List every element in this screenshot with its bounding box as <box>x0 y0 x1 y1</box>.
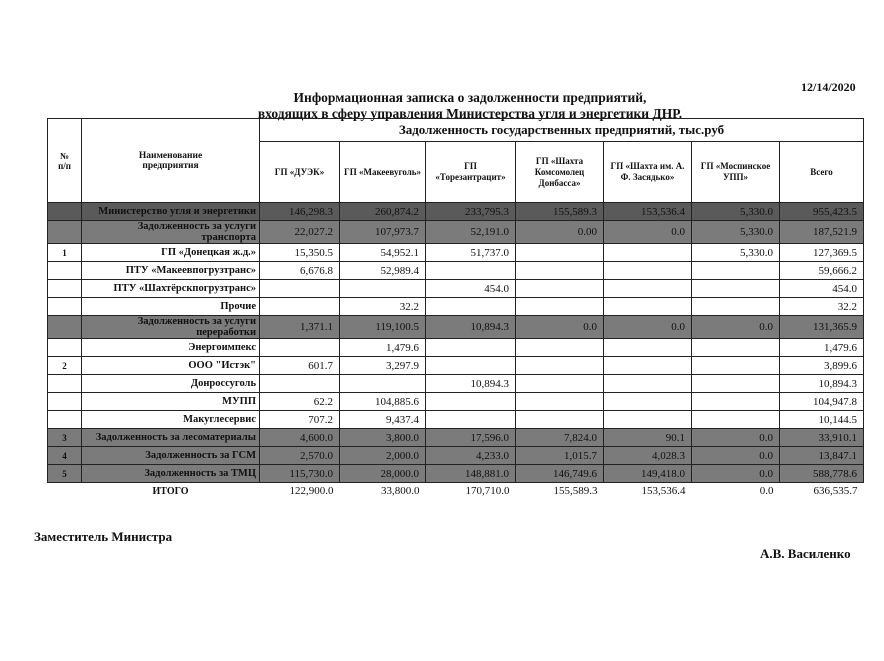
table-cell: 1,479.6 <box>340 339 426 357</box>
table-cell <box>604 298 692 316</box>
table-cell: 52,191.0 <box>426 221 516 244</box>
row-number: 1 <box>48 244 82 262</box>
table-cell <box>260 280 340 298</box>
table-cell <box>516 244 604 262</box>
table-cell <box>604 262 692 280</box>
table-cell: 5,330.0 <box>692 244 780 262</box>
table-cell <box>604 411 692 429</box>
table-cell: 187,521.9 <box>780 221 864 244</box>
table-cell <box>692 262 780 280</box>
column-header: ГП «Макеевуголь» <box>340 142 426 203</box>
column-header: ГП «ДУЭК» <box>260 142 340 203</box>
row-number <box>48 221 82 244</box>
col-number-header: № п/п <box>48 119 82 203</box>
table-cell: 10,894.3 <box>426 316 516 339</box>
table-cell <box>692 298 780 316</box>
table-row <box>48 244 864 262</box>
row-number <box>48 262 82 280</box>
totals-row <box>48 483 864 500</box>
row-name: Прочие <box>82 298 260 316</box>
table-cell: 149,418.0 <box>604 465 692 483</box>
table-row <box>48 298 864 316</box>
table-cell: 1,479.6 <box>780 339 864 357</box>
table-cell: 17,596.0 <box>426 429 516 447</box>
table-cell: 4,600.0 <box>260 429 340 447</box>
table-cell: 0.0 <box>604 221 692 244</box>
table-cell: 0.0 <box>516 316 604 339</box>
table-cell: 54,952.1 <box>340 244 426 262</box>
table-cell: 146,749.6 <box>516 465 604 483</box>
table-cell: 9,437.4 <box>340 411 426 429</box>
col-name-header: Наименование предприятия <box>82 119 260 203</box>
table-cell: 3,899.6 <box>780 357 864 375</box>
table-cell: 32.2 <box>780 298 864 316</box>
table-cell <box>692 357 780 375</box>
column-header: ГП «Торезантрацит» <box>426 142 516 203</box>
row-number <box>48 375 82 393</box>
table-cell: 13,847.1 <box>780 447 864 465</box>
table-cell <box>426 393 516 411</box>
table-cell <box>340 375 426 393</box>
table-cell: 233,795.3 <box>426 203 516 221</box>
table-cell: 59,666.2 <box>780 262 864 280</box>
table-cell: 32.2 <box>340 298 426 316</box>
total-cell: 33,800.0 <box>381 485 420 497</box>
row-number: 3 <box>48 429 82 447</box>
table-cell: 3,297.9 <box>340 357 426 375</box>
row-name: Задолженность за ГСМ <box>82 447 260 465</box>
total-cell: 153,536.4 <box>641 485 686 497</box>
table-cell: 454.0 <box>780 280 864 298</box>
table-row <box>48 465 864 483</box>
total-cell: 0.0 <box>759 485 774 497</box>
table-cell: 2,000.0 <box>340 447 426 465</box>
row-number <box>48 203 82 221</box>
table-cell: 104,885.6 <box>340 393 426 411</box>
table-cell: 6,676.8 <box>260 262 340 280</box>
table-cell <box>604 280 692 298</box>
table-cell: 0.0 <box>692 429 780 447</box>
table-cell: 51,737.0 <box>426 244 516 262</box>
table-cell <box>426 262 516 280</box>
totals-spacer <box>48 483 82 500</box>
table-cell <box>426 339 516 357</box>
column-header: ГП «Моспинское УПП» <box>692 142 780 203</box>
table-row <box>48 221 864 244</box>
table-cell <box>516 339 604 357</box>
table-cell: 10,894.3 <box>426 375 516 393</box>
table-cell: 33,910.1 <box>780 429 864 447</box>
table-cell <box>692 393 780 411</box>
table-cell <box>604 244 692 262</box>
table-cell <box>692 280 780 298</box>
total-cell: 155,589.3 <box>553 485 598 497</box>
row-number <box>48 393 82 411</box>
table-cell <box>516 262 604 280</box>
table-cell: 153,536.4 <box>604 203 692 221</box>
row-name: МУПП <box>82 393 260 411</box>
table-cell <box>516 280 604 298</box>
table-cell <box>426 411 516 429</box>
column-header: ГП «Шахта Комсомолец Донбасса» <box>516 142 604 203</box>
table-cell: 7,824.0 <box>516 429 604 447</box>
table-cell: 0.00 <box>516 221 604 244</box>
row-name: Задолженность за услуги транспорта <box>82 221 260 244</box>
total-cell: 636,535.7 <box>813 485 858 497</box>
table-cell: 454.0 <box>426 280 516 298</box>
group-header: Задолженность государственных предприятий, тыс.руб <box>260 119 864 142</box>
table-row <box>48 411 864 429</box>
table-row <box>48 375 864 393</box>
table-cell: 601.7 <box>260 357 340 375</box>
table-cell <box>692 411 780 429</box>
table-cell <box>692 375 780 393</box>
table-cell: 62.2 <box>260 393 340 411</box>
document-title-line2: входящих в сферу управления Министерства угля и энергетики ДНР. <box>257 106 683 121</box>
table-cell <box>260 375 340 393</box>
table-cell: 588,778.6 <box>780 465 864 483</box>
table-cell: 107,973.7 <box>340 221 426 244</box>
table-cell <box>516 357 604 375</box>
row-number <box>48 298 82 316</box>
table-cell: 119,100.5 <box>340 316 426 339</box>
table-cell <box>340 280 426 298</box>
table-cell <box>604 393 692 411</box>
table-cell: 10,144.5 <box>780 411 864 429</box>
table-cell: 2,570.0 <box>260 447 340 465</box>
table-cell: 52,989.4 <box>340 262 426 280</box>
table-row <box>48 262 864 280</box>
column-header: ГП «Шахта им. А. Ф. Засядько» <box>604 142 692 203</box>
table-cell <box>604 375 692 393</box>
table-cell: 4,028.3 <box>604 447 692 465</box>
table-cell: 4,233.0 <box>426 447 516 465</box>
table-cell: 127,369.5 <box>780 244 864 262</box>
row-number <box>48 411 82 429</box>
table-cell: 22,027.2 <box>260 221 340 244</box>
table-row <box>48 429 864 447</box>
table-row <box>48 339 864 357</box>
table-cell <box>516 411 604 429</box>
document-title-line1: Информационная записка о задолженности предприятий, <box>293 90 647 105</box>
column-header: Всего <box>780 142 864 203</box>
row-name: Министерство угля и энергетики <box>82 203 260 221</box>
row-name: ГП «Донецкая ж.д.» <box>82 244 260 262</box>
table-cell <box>260 339 340 357</box>
table-cell <box>516 298 604 316</box>
table-cell: 10,894.3 <box>780 375 864 393</box>
row-number <box>48 280 82 298</box>
table-cell: 260,874.2 <box>340 203 426 221</box>
row-name: Энергоимпекс <box>82 339 260 357</box>
totals-label: ИТОГО <box>152 485 189 497</box>
table-cell <box>516 393 604 411</box>
row-number: 4 <box>48 447 82 465</box>
table-row <box>48 357 864 375</box>
row-number: 5 <box>48 465 82 483</box>
table-cell <box>516 375 604 393</box>
table-row <box>48 447 864 465</box>
table-cell: 104,947.8 <box>780 393 864 411</box>
table-row <box>48 203 864 221</box>
table-cell: 90.1 <box>604 429 692 447</box>
table-cell: 1,015.7 <box>516 447 604 465</box>
row-number <box>48 316 82 339</box>
table-cell: 707.2 <box>260 411 340 429</box>
table-cell: 0.0 <box>692 447 780 465</box>
table-cell: 0.0 <box>692 316 780 339</box>
row-name: Задолженность за ТМЦ <box>82 465 260 483</box>
table-cell: 115,730.0 <box>260 465 340 483</box>
row-name: Задолженность за лесоматериалы <box>82 429 260 447</box>
table-row <box>48 316 864 339</box>
table-cell: 155,589.3 <box>516 203 604 221</box>
table-cell: 15,350.5 <box>260 244 340 262</box>
row-number <box>48 339 82 357</box>
table-cell: 148,881.0 <box>426 465 516 483</box>
total-cell: 122,900.0 <box>289 485 334 497</box>
table-cell <box>604 339 692 357</box>
table-cell: 955,423.5 <box>780 203 864 221</box>
row-name: ООО "Истэк" <box>82 357 260 375</box>
table-cell: 0.0 <box>692 465 780 483</box>
total-cell: 170,710.0 <box>465 485 510 497</box>
table-row <box>48 393 864 411</box>
table-cell <box>604 357 692 375</box>
document-date: 12/14/2020 <box>801 80 856 94</box>
table-cell: 1,371.1 <box>260 316 340 339</box>
table-cell <box>692 339 780 357</box>
table-cell: 131,365.9 <box>780 316 864 339</box>
table-cell: 28,000.0 <box>340 465 426 483</box>
table-cell: 146,298.3 <box>260 203 340 221</box>
row-name: ПТУ «Макеевпогрузтранс» <box>82 262 260 280</box>
table-cell <box>260 298 340 316</box>
signer-name: А.В. Василенко <box>760 546 851 561</box>
table-row <box>48 280 864 298</box>
table-cell: 5,330.0 <box>692 221 780 244</box>
table-cell: 5,330.0 <box>692 203 780 221</box>
table-cell: 0.0 <box>604 316 692 339</box>
table-cell: 3,800.0 <box>340 429 426 447</box>
table-cell <box>426 298 516 316</box>
row-name: Макуглесервис <box>82 411 260 429</box>
row-number: 2 <box>48 357 82 375</box>
table-cell <box>426 357 516 375</box>
row-name: Донроссуголь <box>82 375 260 393</box>
row-name: ПТУ «Шахтёрскпогрузтранс» <box>82 280 260 298</box>
row-name: Задолженность за услуги переработки <box>82 316 260 339</box>
signer-title: Заместитель Министра <box>34 529 173 544</box>
debt-table <box>47 118 864 499</box>
